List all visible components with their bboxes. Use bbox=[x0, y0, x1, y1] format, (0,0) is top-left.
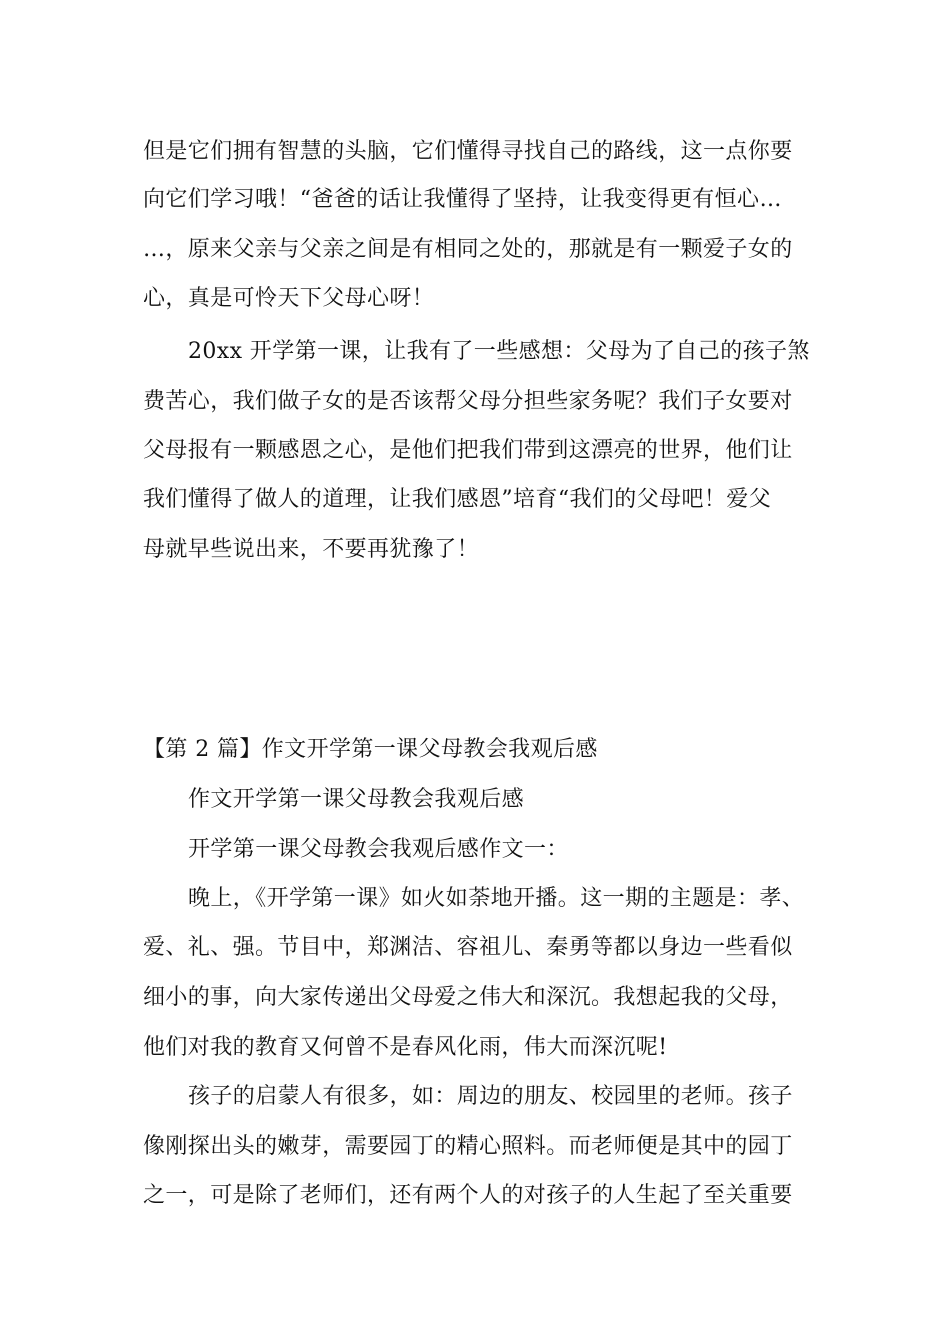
text-line: 心，真是可怜天下父母心呀！ bbox=[143, 286, 435, 311]
text-line: 20xx 开学第一课，让我有了一些感想：父母为了自己的孩子煞 bbox=[188, 339, 810, 364]
text-line: 细小的事，向大家传递出父母爱之伟大和深沉。我想起我的父母， bbox=[143, 985, 793, 1010]
text-line: 费苦心，我们做子女的是否该帮父母分担些家务呢？我们子女要对 bbox=[143, 389, 793, 414]
text-line: 爱、礼、强。节目中，郑渊洁、容祖儿、秦勇等都以身边一些看似 bbox=[143, 935, 793, 960]
text-line: 孩子的启蒙人有很多，如：周边的朋友、校园里的老师。孩子 bbox=[188, 1084, 793, 1109]
text-line: 像刚探出头的嫩芽，需要园丁的精心照料。而老师便是其中的园丁 bbox=[143, 1134, 793, 1159]
essay-title: 开学第一课父母教会我观后感作文一： bbox=[188, 837, 569, 862]
article-subtitle: 作文开学第一课父母教会我观后感 bbox=[188, 787, 525, 812]
text-line: 母就早些说出来，不要再犹豫了！ bbox=[143, 537, 480, 562]
text-line: 父母报有一颗感恩之心，是他们把我们带到这漂亮的世界，他们让 bbox=[143, 438, 793, 463]
text-line: 向它们学习哦！“爸爸的话让我懂得了坚持，让我变得更有恒心… bbox=[143, 187, 782, 212]
text-line: 晚上，《开学第一课》如火如荼地开播。这一期的主题是：孝、 bbox=[188, 886, 805, 911]
text-line: 之一，可是除了老师们，还有两个人的对孩子的人生起了至关重要 bbox=[143, 1183, 793, 1208]
text-line: 他们对我的教育又何曾不是春风化雨，伟大而深沉呢! bbox=[143, 1035, 668, 1060]
text-line: 我们懂得了做人的道理，让我们感恩”培育“我们的父母吧！爱父 bbox=[143, 487, 772, 512]
text-line: …，原来父亲与父亲之间是有相同之处的，那就是有一颗爱子女的 bbox=[143, 237, 793, 262]
text-line: 但是它们拥有智慧的头脑，它们懂得寻找自己的路线，这一点你要 bbox=[143, 139, 793, 164]
section-heading: 【第 2 篇】作文开学第一课父母教会我观后感 bbox=[143, 737, 598, 762]
